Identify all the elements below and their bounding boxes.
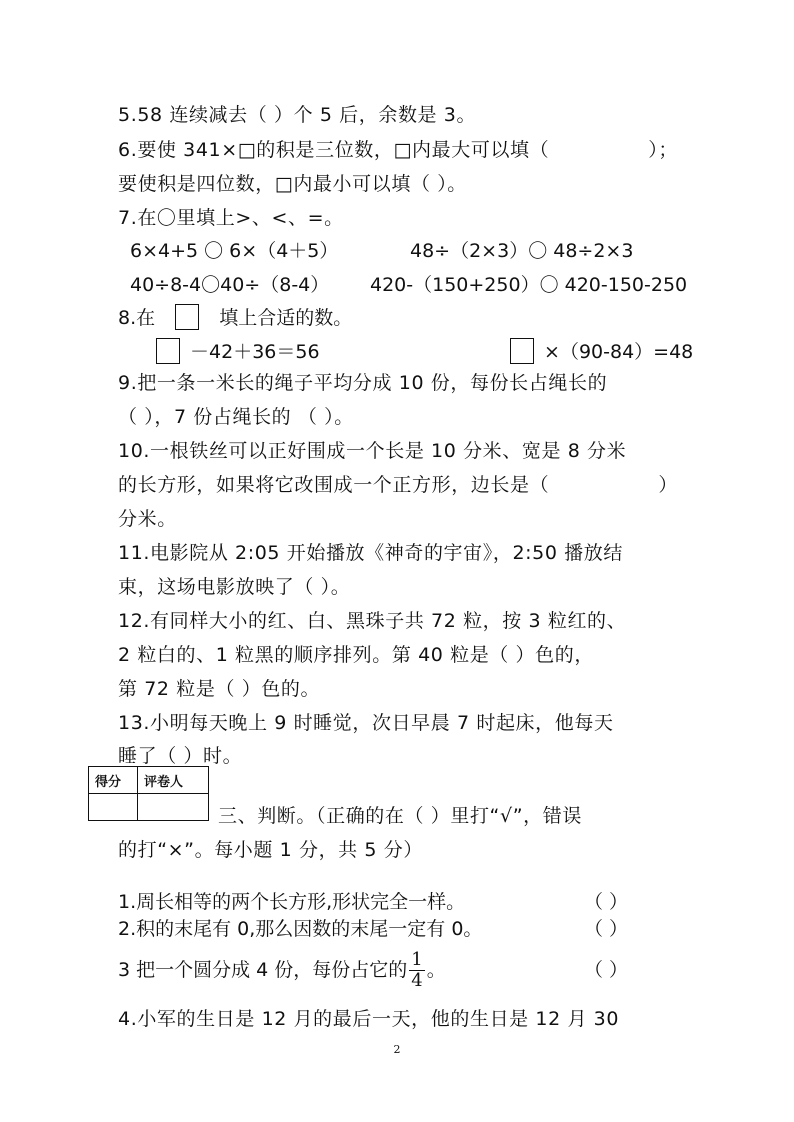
question-12-line-2: 2 粒白的、1 粒黑的顺序排列。第 40 粒是（ ）色的，	[118, 644, 594, 666]
question-8-item-a-text: －42＋36＝56	[190, 341, 320, 363]
judgment-2: 2.积的末尾有 0,那么因数的末尾一定有 0。	[118, 918, 483, 940]
question-8-item-a	[152, 338, 320, 365]
question-7-title: 7.在〇里填上>、<、=。	[118, 207, 344, 229]
question-6-line-1-right: ）；	[648, 139, 678, 161]
score-cell[interactable]	[89, 794, 138, 821]
question-9-line-2: （ ），7 份占绳长的 （ ）。	[118, 406, 354, 428]
question-6-line-2: 要使积是四位数，□内最小可以填（ ）。	[118, 173, 467, 195]
question-10-line-2-right: ）	[658, 474, 678, 496]
section-3-title-line-2: 的打“×”。每小题 1 分，共 5 分）	[118, 839, 423, 861]
section-3-title-line-1: 三、判断。（正确的在（ ）里打“√”，错误	[218, 805, 582, 827]
score-table	[88, 766, 209, 821]
judgment-1-answer[interactable]: （ ）	[584, 891, 629, 913]
question-10-line-2	[118, 472, 678, 498]
judgment-3-text: 3 把一个圆分成 4 份，每份占它的	[118, 959, 408, 981]
question-11-line-2: 束，这场电影放映了（ ）。	[118, 576, 351, 598]
judgment-2-answer[interactable]: （ ）	[584, 918, 629, 940]
fraction-one-quarter	[409, 951, 424, 990]
question-10-line-2-left: 的长方形，如果将它改围成一个正方形，边长是（	[118, 474, 550, 496]
judgment-3-answer[interactable]: （ ）	[584, 959, 629, 981]
judgment-4: 4.小军的生日是 12 月的最后一天，他的生日是 12 月 30	[118, 1008, 620, 1030]
judgment-3	[118, 948, 446, 992]
answer-box-icon[interactable]	[156, 338, 180, 364]
question-9-line-1: 9.把一条一米长的绳子平均分成 10 份，每份长占绳长的	[118, 372, 608, 394]
grader-cell[interactable]	[138, 794, 209, 821]
question-6-line-1-left: 6.要使 341×□的积是三位数，□内最大可以填（	[118, 139, 550, 161]
question-7-item-c: 40÷8-4〇40÷（8-4）	[130, 274, 330, 296]
page-number: 2	[393, 1043, 401, 1056]
question-6-line-1	[118, 137, 678, 163]
question-11-line-1: 11.电影院从 2:05 开始播放《神奇的宇宙》，2:50 播放结	[118, 542, 623, 564]
fraction-denominator: 4	[411, 970, 423, 991]
question-8-item-b-text: ×（90-84）=48	[544, 341, 694, 363]
judgment-3-end: 。	[426, 959, 446, 981]
question-8-title-pre: 8.在	[118, 307, 156, 329]
answer-box-icon	[175, 304, 199, 330]
fraction-numerator: 1	[411, 949, 423, 970]
question-12-line-3: 第 72 粒是（ ）色的。	[118, 678, 321, 700]
question-7-item-b: 48÷（2×3）〇 48÷2×3	[410, 240, 634, 262]
question-8-item-b	[506, 338, 693, 365]
score-table-header-grader: 评卷人	[138, 767, 209, 794]
question-10-line-1: 10.一根铁丝可以正好围成一个长是 10 分米、宽是 8 分米	[118, 440, 627, 462]
question-7-item-a: 6×4+5 〇 6×（4＋5）	[130, 240, 339, 262]
score-table-header-score: 得分	[89, 767, 138, 794]
answer-box-icon[interactable]	[510, 338, 534, 364]
question-12-line-1: 12.有同样大小的红、白、黑珠子共 72 粒，按 3 粒红的、	[118, 610, 627, 632]
question-8-title-post: 填上合适的数。	[219, 307, 353, 329]
question-5: 5.58 连续减去（ ）个 5 后，余数是 3。	[118, 104, 477, 126]
question-7-item-d: 420-（150+250）〇 420-150-250	[370, 274, 688, 296]
question-10-line-3: 分米。	[118, 508, 177, 530]
question-13-line-1: 13.小明每天晚上 9 时睡觉，次日早晨 7 时起床，他每天	[118, 712, 614, 734]
question-13-line-2: 睡了（ ）时。	[118, 745, 243, 767]
question-8-title	[118, 304, 352, 331]
judgment-1: 1.周长相等的两个长方形,形状完全一样。	[118, 891, 466, 913]
